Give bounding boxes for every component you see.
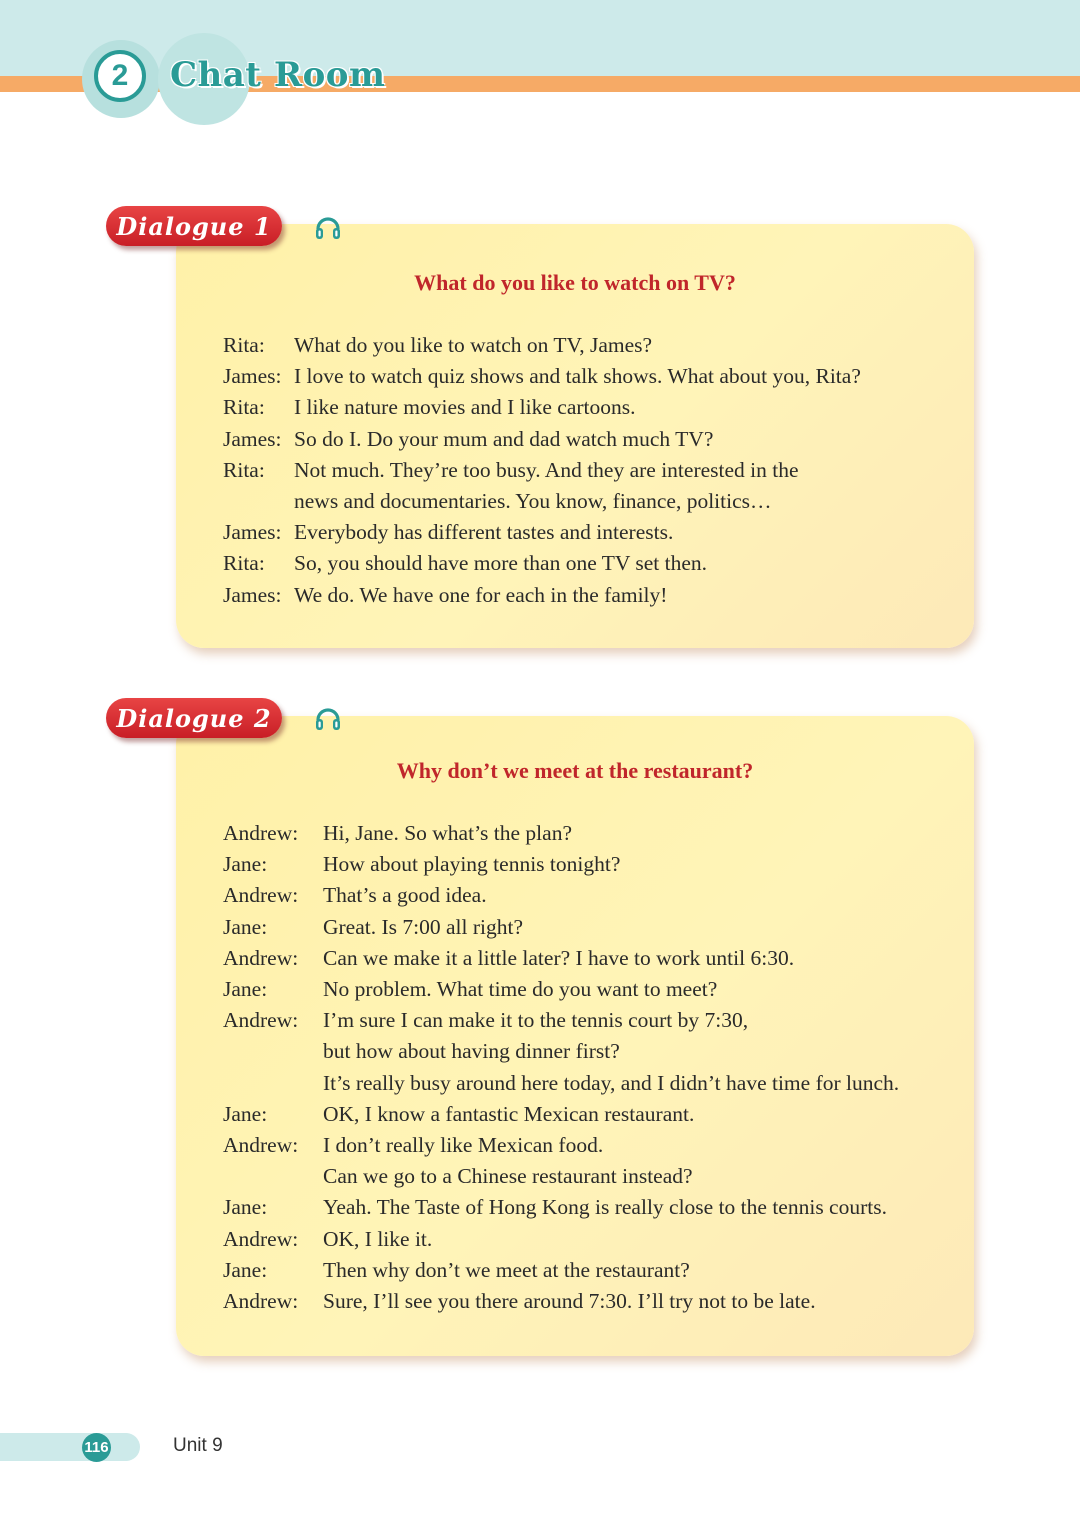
dialogue-text: I like nature movies and I like cartoons.: [294, 395, 636, 420]
dialogue-2-title: Why don’t we meet at the restaurant?: [396, 758, 754, 783]
section-title: Chat Room: [170, 55, 386, 95]
speaker-name: Andrew:: [223, 821, 299, 845]
speaker-name: Rita:: [223, 333, 265, 357]
speaker-name: Andrew:: [223, 1226, 299, 1251]
dialogue-text: Then why don’t we meet at the restaurant?: [323, 1257, 690, 1282]
speaker-name: James:: [223, 364, 282, 389]
dialogue-text: Can we make it a little later? I have to work until 6:30.: [323, 945, 795, 970]
page-number: 116: [82, 1433, 111, 1462]
dialogue-1-title: What do you like to watch on TV?: [414, 270, 736, 295]
speaker-name: Rita:: [223, 457, 265, 482]
dialogue-text: No problem. What time do you want to meet?: [323, 977, 718, 1001]
dialogue-text: Not much. They’re too busy. And they are interested in the: [294, 457, 799, 482]
speaker-name: Jane:: [223, 977, 268, 1001]
dialogue-1-card: [176, 224, 974, 648]
speaker-name: Rita:: [223, 395, 265, 420]
dialogue-text: but how about having dinner first?: [323, 1039, 620, 1064]
speaker-name: Andrew:: [223, 1289, 299, 1313]
dialogue-2-tag: Dialogue 2: [106, 698, 282, 738]
dialogue-text: We do. We have one for each in the family!: [294, 582, 668, 607]
speaker-name: James:: [223, 426, 282, 451]
dialogue-text: So, you should have more than one TV set then.: [294, 551, 708, 576]
dialogue-text: news and documentaries. You know, finance, politics…: [294, 489, 772, 513]
headphones-icon[interactable]: [313, 703, 343, 733]
speaker-name: James:: [223, 520, 282, 545]
dialogue-text: OK, I know a fantastic Mexican restaurant.: [323, 1101, 695, 1126]
dialogue-text: I love to watch quiz shows and talk shows. What about you, Rita?: [294, 364, 861, 389]
dialogue-text: Hi, Jane. So what’s the plan?: [323, 821, 572, 845]
speaker-name: Jane:: [223, 852, 268, 877]
dialogue-text: Sure, I’ll see you there around 7:30. I’ll try not to be late.: [323, 1289, 816, 1313]
dialogue-text: So do I. Do your mum and dad watch much TV?: [294, 426, 714, 451]
unit-label: Unit 9: [173, 1435, 223, 1456]
section-number: 2: [94, 50, 146, 102]
speaker-name: Andrew:: [223, 1133, 299, 1157]
dialogue-2-card: [176, 716, 974, 1356]
dialogue-text: Everybody has different tastes and interests.: [294, 520, 674, 545]
speaker-name: Jane:: [223, 914, 268, 939]
speaker-name: Andrew:: [223, 945, 299, 970]
dialogue-text: Great. Is 7:00 all right?: [323, 914, 524, 939]
dialogue-text: It’s really busy around here today, and I didn’t have time for lunch.: [323, 1070, 900, 1095]
headphones-icon[interactable]: [313, 212, 343, 242]
speaker-name: Jane:: [223, 1257, 268, 1282]
footer-band: [0, 1433, 140, 1461]
speaker-name: James:: [223, 582, 282, 607]
dialogue-text: How about playing tennis tonight?: [323, 852, 621, 877]
dialogue-1-tag: Dialogue 1: [106, 206, 282, 246]
dialogue-text: I’m sure I can make it to the tennis court by 7:30,: [323, 1008, 749, 1033]
dialogue-text: Can we go to a Chinese restaurant instead?: [323, 1164, 693, 1189]
dialogue-text: What do you like to watch on TV, James?: [294, 333, 653, 357]
dialogue-text: Yeah. The Taste of Hong Kong is really close to the tennis courts.: [323, 1195, 887, 1220]
speaker-name: Jane:: [223, 1101, 268, 1126]
speaker-name: Rita:: [223, 551, 265, 576]
speaker-name: Andrew:: [223, 883, 299, 908]
speaker-name: Andrew:: [223, 1008, 299, 1033]
dialogue-text: I don’t really like Mexican food.: [323, 1133, 604, 1157]
dialogue-text: That’s a good idea.: [323, 883, 487, 908]
speaker-name: Jane:: [223, 1195, 268, 1220]
dialogue-text: OK, I like it.: [323, 1226, 433, 1251]
